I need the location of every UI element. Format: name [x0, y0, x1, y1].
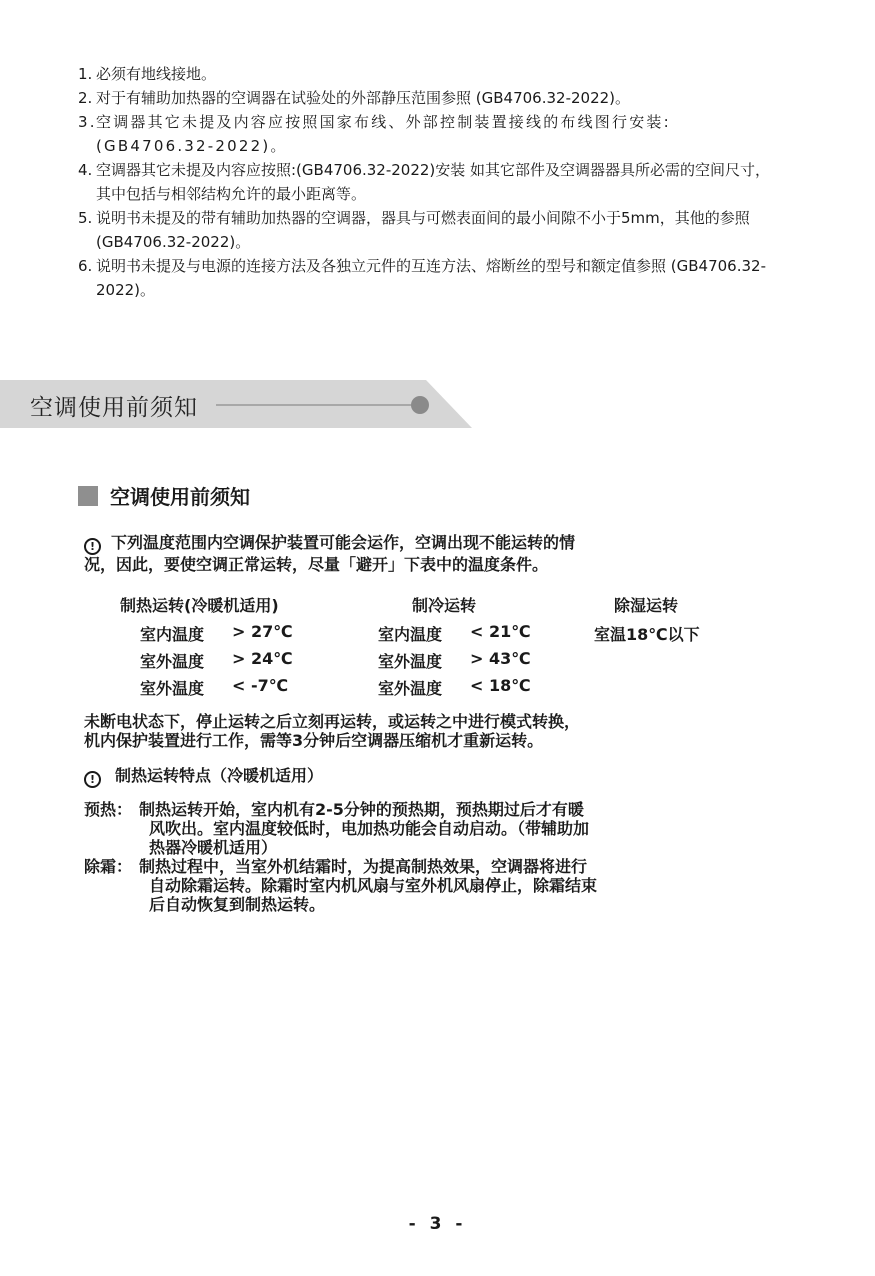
table-row: 室内温度 < 21℃	[378, 622, 531, 644]
cooling-column	[378, 593, 578, 703]
exclamation-circle-icon: !	[84, 771, 101, 788]
definition-item: 除霜： 制热过程中，当室外机结霜时，为提高制热效果，空调器将进行 自动除霜运转。除霜时室内机风扇与室外机风扇停止，除霜结束 后自动恢复到制热运转。	[84, 857, 598, 914]
note-item: 4. 空调器其它未提及内容应按照:(GB4706.32-2022)安装 如其它部件及空调器器具所必需的空间尺寸，其中包括与相邻结构允许的最小距离等。	[78, 161, 771, 203]
note-item: 5. 说明书未提及的带有辅助加热器的空调器，器具与可燃表面间的最小间隙不小于5mm，其他的参照 (GB4706.32-2022)。	[78, 209, 750, 251]
definition-item: 预热： 制热运转开始，室内机有2-5分钟的预热期，预热期过后才有暖 风吹出。室内温度较低时，电加热功能会自动启动。（带辅助加 热器冷暖机适用）	[84, 800, 590, 857]
heating-column	[120, 593, 340, 703]
table-row: 室外温度 < -7℃	[140, 676, 289, 698]
note-item: 2. 对于有辅助加热器的空调器在试验处的外部静压范围参照 (GB4706.32-2022)。	[78, 89, 631, 107]
square-bullet-icon	[78, 486, 98, 506]
chapter-banner	[0, 380, 472, 428]
page-number: - 3 -	[408, 1214, 467, 1234]
note-item: 3. 空调器其它未提及内容应按照国家布线、外部控制装置接线的布线图行安装:(GB4706.32-2022)。	[78, 113, 671, 155]
table-row: 室温18℃以下	[594, 625, 700, 644]
section-title: 空调使用前须知	[110, 485, 250, 509]
table-row: 室内温度 > 27℃	[140, 622, 293, 644]
banner-dot-icon	[411, 396, 429, 414]
exclamation-circle-icon: !	[84, 538, 101, 555]
table-row: 室外温度 > 43℃	[378, 649, 531, 671]
note-item: 1. 必须有地线接地。	[78, 65, 217, 83]
heating-header: 制热运转(冷暖机适用)	[120, 596, 279, 615]
table-row: 室外温度 > 24℃	[140, 649, 293, 671]
heating-features-title: ! 制热运转特点（冷暖机适用）	[84, 766, 724, 788]
cooling-header: 制冷运转	[412, 596, 477, 615]
heating-features-list	[84, 800, 704, 914]
note-item: 6. 说明书未提及与电源的连接方法及各独立元件的互连方法、熔断丝的型号和额定值参照 (GB4706.32-2022)。	[78, 257, 766, 299]
section-heading	[78, 481, 250, 510]
banner-title: 空调使用前须知	[30, 395, 198, 421]
dehumidify-column	[594, 593, 754, 653]
warning-paragraph: ! 下列温度范围内空调保护装置可能会运作，空调出现不能运转的情 况，因此，要使空调正常运转，尽量「避开」下表中的温度条件。	[84, 533, 576, 574]
dehumidify-header: 除湿运转	[614, 596, 679, 615]
power-note: 未断电状态下，停止运转之后立刻再运转，或运转之中进行模式转换， 机内保护装置进行工作，需等3分钟后空调器压缩机才重新运转。	[84, 712, 581, 750]
installation-notes	[78, 62, 778, 302]
table-row: 室外温度 < 18℃	[378, 676, 531, 698]
